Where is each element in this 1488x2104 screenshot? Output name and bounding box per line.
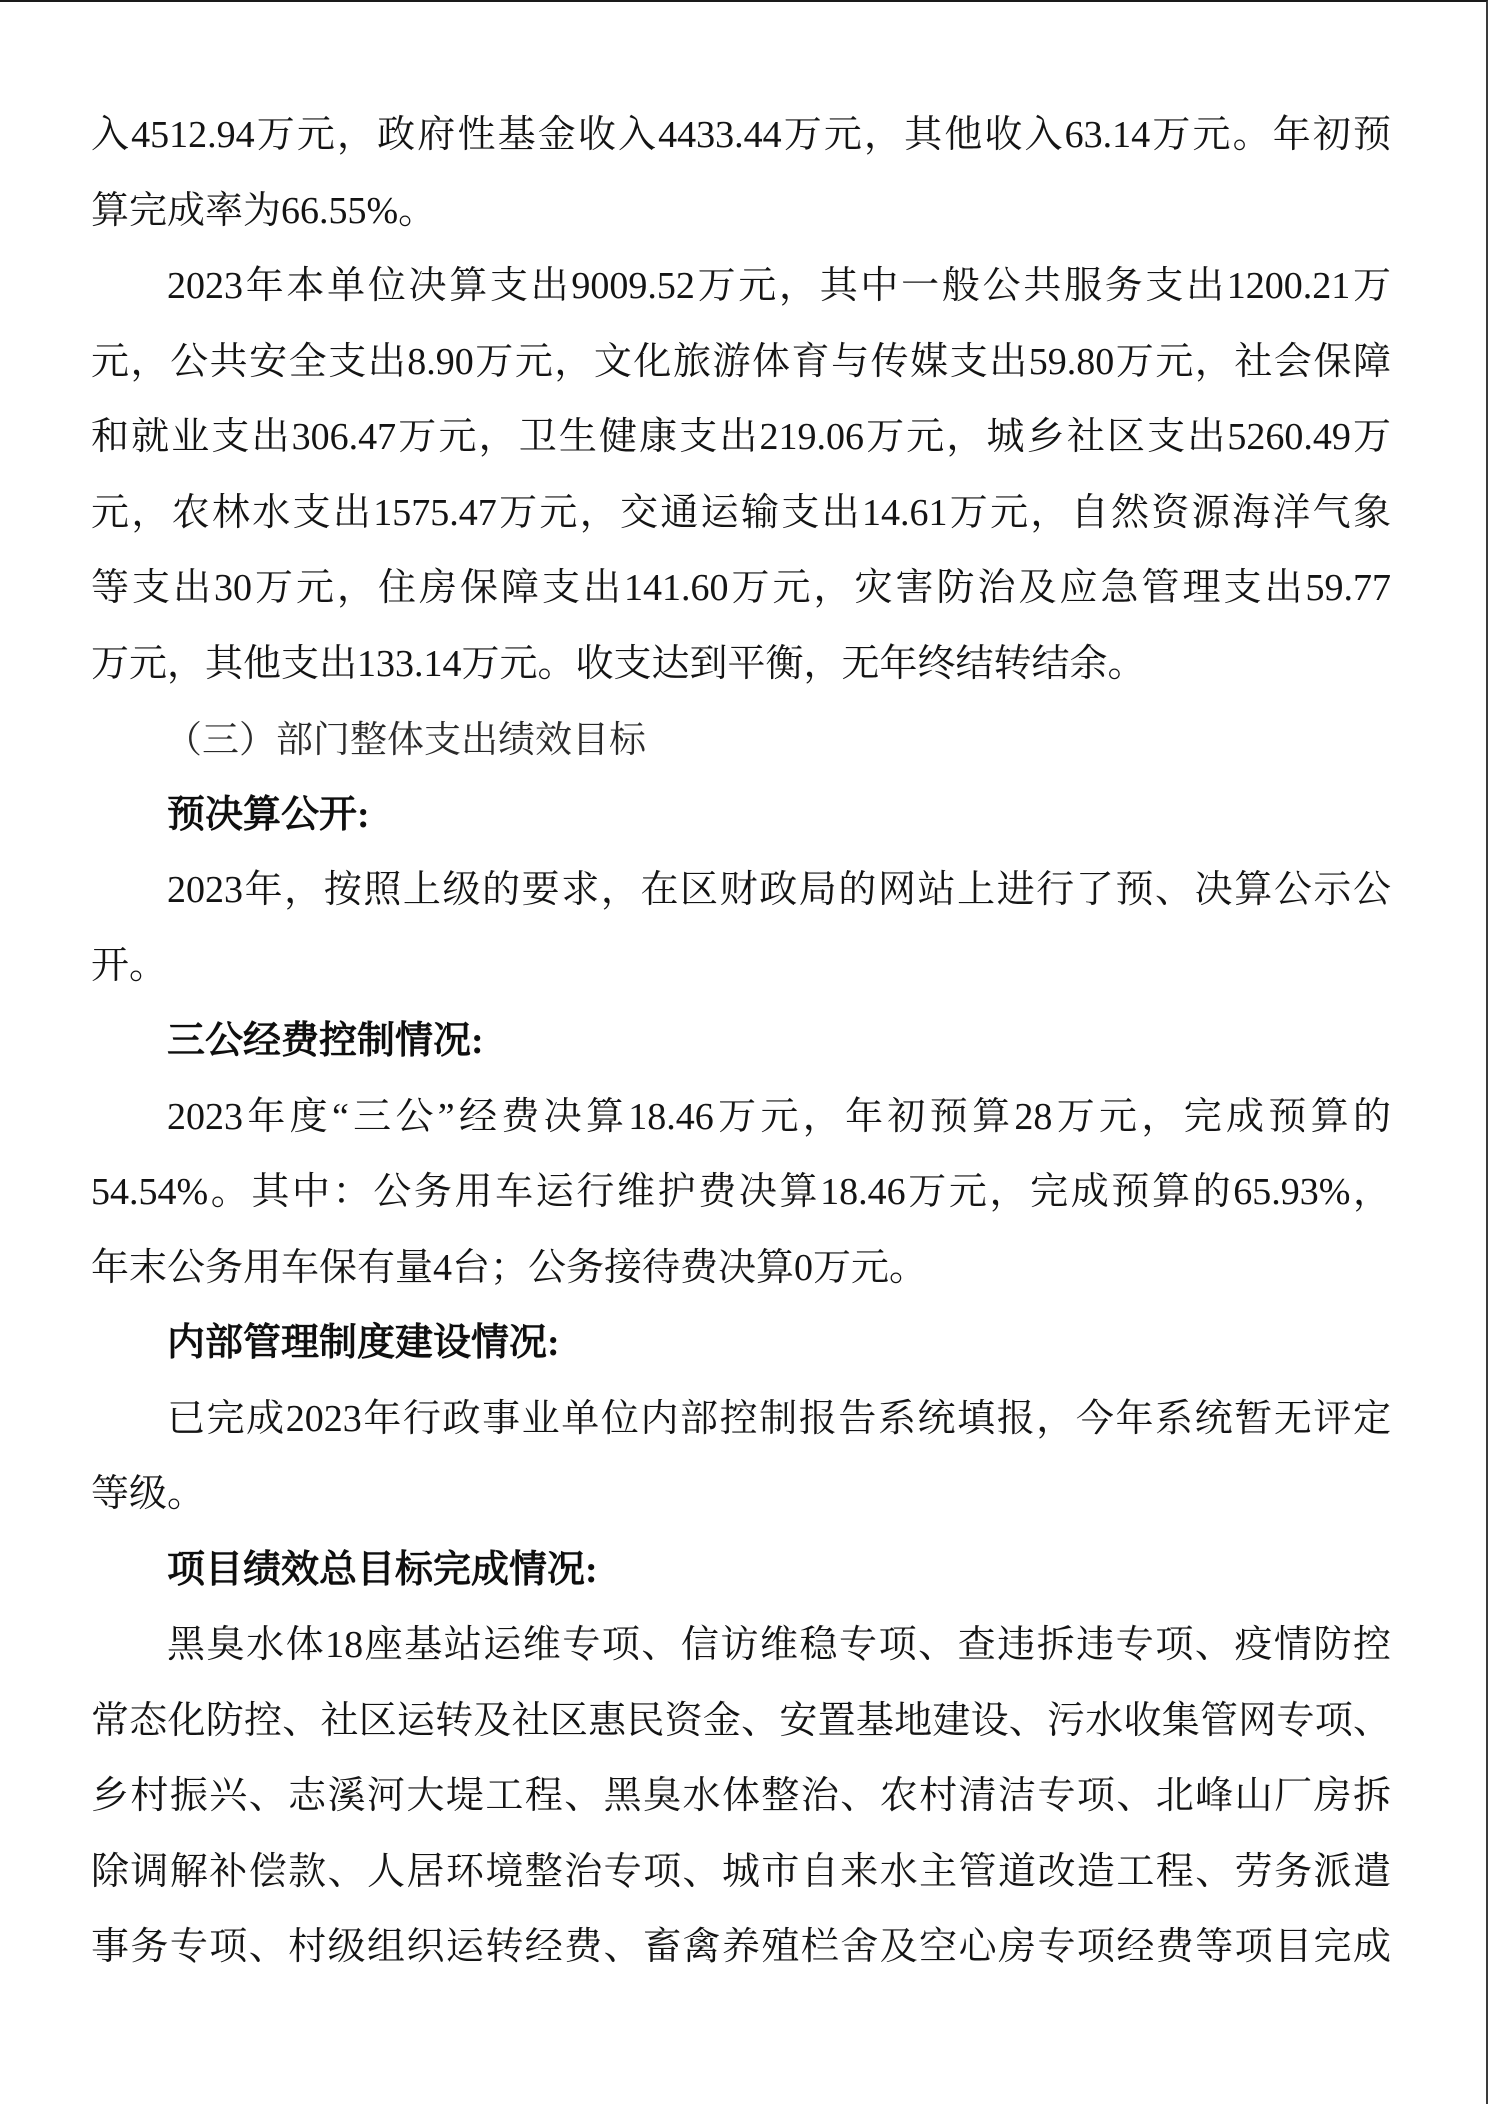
paragraph-line: 年末公务用车保有量4台；公务接待费决算0万元。 [91, 1246, 928, 1289]
paragraph-line: 算完成率为66.55%。 [91, 189, 437, 232]
paragraph-line: 2023年度“三公”经费决算18.46万元，年初预算28万元，完成预算的 [167, 1095, 1391, 1138]
paragraph-line: 等支出30万元，住房保障支出141.60万元，灾害防治及应急管理支出59.77 [91, 567, 1391, 609]
paragraph-line: 54.54%。其中：公务用车运行维护费决算18.46万元，完成预算的65.93%， [91, 1171, 1391, 1213]
document-body [91, 98, 1391, 1986]
subsection-heading: 预决算公开: [167, 793, 370, 836]
subsection-heading: 内部管理制度建设情况: [167, 1322, 560, 1364]
subsection-heading: 三公经费控制情况: [167, 1020, 484, 1062]
section-heading: （三）部门整体支出绩效目标 [165, 718, 646, 761]
paragraph-line: 常态化防控、社区运转及社区惠民资金、安置基地建设、污水收集管网专项、 [91, 1699, 1391, 1742]
paragraph-line: 乡村振兴、志溪河大堤工程、黑臭水体整治、农村清洁专项、北峰山厂房拆 [91, 1775, 1391, 1817]
paragraph-line: 除调解补偿款、人居环境整治专项、城市自来水主管道改造工程、劳务派遣 [91, 1850, 1391, 1893]
paragraph-line: 事务专项、村级组织运转经费、畜禽养殖栏舍及空心房专项经费等项目完成 [91, 1926, 1391, 1968]
paragraph-line: 入4512.94万元，政府性基金收入4433.44万元，其他收入63.14万元。年初预 [91, 114, 1391, 156]
paragraph-line: 等级。 [91, 1473, 206, 1515]
paragraph-line: 黑臭水体18座基站运维专项、信访维稳专项、查违拆违专项、疫情防控 [167, 1624, 1391, 1666]
paragraph-line: 元，农林水支出1575.47万元，交通运输支出14.61万元，自然资源海洋气象 [91, 491, 1391, 534]
paragraph-line: 和就业支出306.47万元，卫生健康支出219.06万元，城乡社区支出5260.49万 [91, 416, 1391, 458]
paragraph-line: 元，公共安全支出8.90万元，文化旅游体育与传媒支出59.80万元，社会保障 [91, 340, 1391, 383]
subsection-heading: 项目绩效总目标完成情况: [167, 1548, 598, 1591]
paragraph-line: 万元，其他支出133.14万元。收支达到平衡，无年终结转结余。 [91, 642, 1146, 685]
paragraph-line: 2023年本单位决算支出9009.52万元，其中一般公共服务支出1200.21万 [167, 265, 1391, 307]
paragraph-line: 2023年，按照上级的要求，在区财政局的网站上进行了预、决算公示公 [167, 869, 1391, 911]
paragraph-line: 开。 [91, 944, 168, 987]
paragraph-line: 已完成2023年行政事业单位内部控制报告系统填报，今年系统暂无评定 [167, 1397, 1391, 1440]
